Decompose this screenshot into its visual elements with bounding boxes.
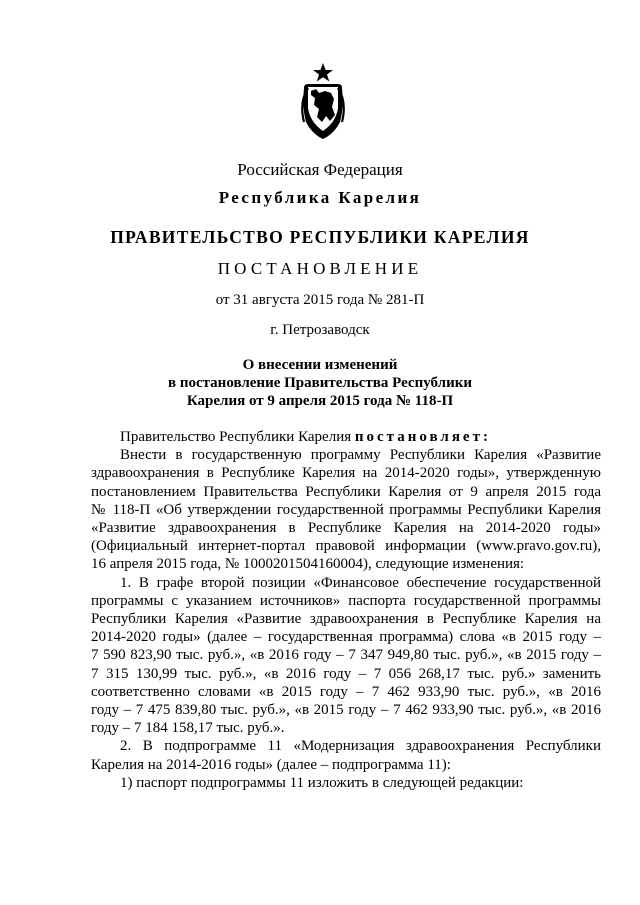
document-type: ПОСТАНОВЛЕНИЕ	[217, 259, 423, 278]
body-line: 16 апреля 2015 года, № 1000201504160004), следующие изменения:	[91, 556, 525, 573]
body-line: (Официальный интернет-портал правовой информации (www.pravo.gov.ru),	[91, 538, 601, 555]
title-line-3: Карелия от 9 апреля 2015 года № 118-П	[186, 393, 454, 409]
decree-word: постановляет:	[354, 429, 491, 445]
document-date: от 31 августа 2015 года № 281-П	[215, 292, 425, 308]
body-line: Внести в государственную программу Республики Карелия «Развитие	[120, 447, 601, 464]
body-line: 7 590 823,90 тыс. руб.», «в 2016 году – 7 347 949,80 тыс. руб.», «в 2015 году –	[91, 647, 601, 664]
title-line-2: в постановление Правительства Республики	[167, 375, 473, 391]
decree-prefix: Правительство Республики Карелия	[120, 429, 355, 445]
body-line: 7 315 130,99 тыс. руб.», «в 2016 году – 7 056 268,17 тыс. руб.» заменить	[91, 665, 601, 682]
government-heading: ПРАВИТЕЛЬСТВО РЕСПУБЛИКИ КАРЕЛИЯ	[110, 227, 530, 247]
country-name: Российская Федерация	[237, 160, 403, 179]
body-line: году – 7 475 839,80 тыс. руб.», «в 2015 году – 7 462 933,90 тыс. руб.», «в 2016	[91, 702, 601, 719]
title-line-1: О внесении изменений	[242, 357, 398, 373]
body-line: «Развитие здравоохранения в Республике Карелия на 2014-2020 годы»	[91, 520, 601, 537]
body-line: № 118-П «Об утверждении государственной программы Республики Карелия	[91, 501, 601, 518]
republic-name: Республика Карелия	[218, 188, 422, 207]
body-line: 1. В графе второй позиции «Финансовое обеспечение государственной	[120, 574, 601, 591]
body-line: постановлением Правительства Республики Карелия от 9 апреля 2015 года	[91, 483, 601, 500]
body-line: здравоохранения в Республике Карелия на 2014-2020 годы», утвержденную	[91, 465, 601, 482]
body-line: 2014-2020 годы» (далее – государственная программа) слова «в 2015 году –	[91, 629, 601, 646]
document-body	[91, 428, 601, 792]
body-line: году – 7 184 158,17 тыс. руб.».	[91, 720, 285, 737]
body-line: программы с указанием источников» паспорта государственной программы	[91, 592, 601, 609]
body-line: соответственно словами «в 2015 году – 7 462 933,90 тыс. руб.», «в 2016	[91, 683, 601, 700]
body-line: 2. В подпрограмме 11 «Модернизация здравоохранения Республики	[120, 738, 601, 755]
decree-line	[91, 428, 601, 446]
document-city: г. Петрозаводск	[270, 322, 370, 338]
karelia-coat-of-arms-icon	[298, 62, 348, 142]
body-line: 1) паспорт подпрограммы 11 изложить в следующей редакции:	[120, 774, 524, 791]
body-line: Республики Карелия «Развитие здравоохранения в Республике Карелия на	[91, 611, 601, 628]
body-line: Карелия на 2014-2016 годы» (далее – подпрограмма 11):	[91, 756, 451, 773]
